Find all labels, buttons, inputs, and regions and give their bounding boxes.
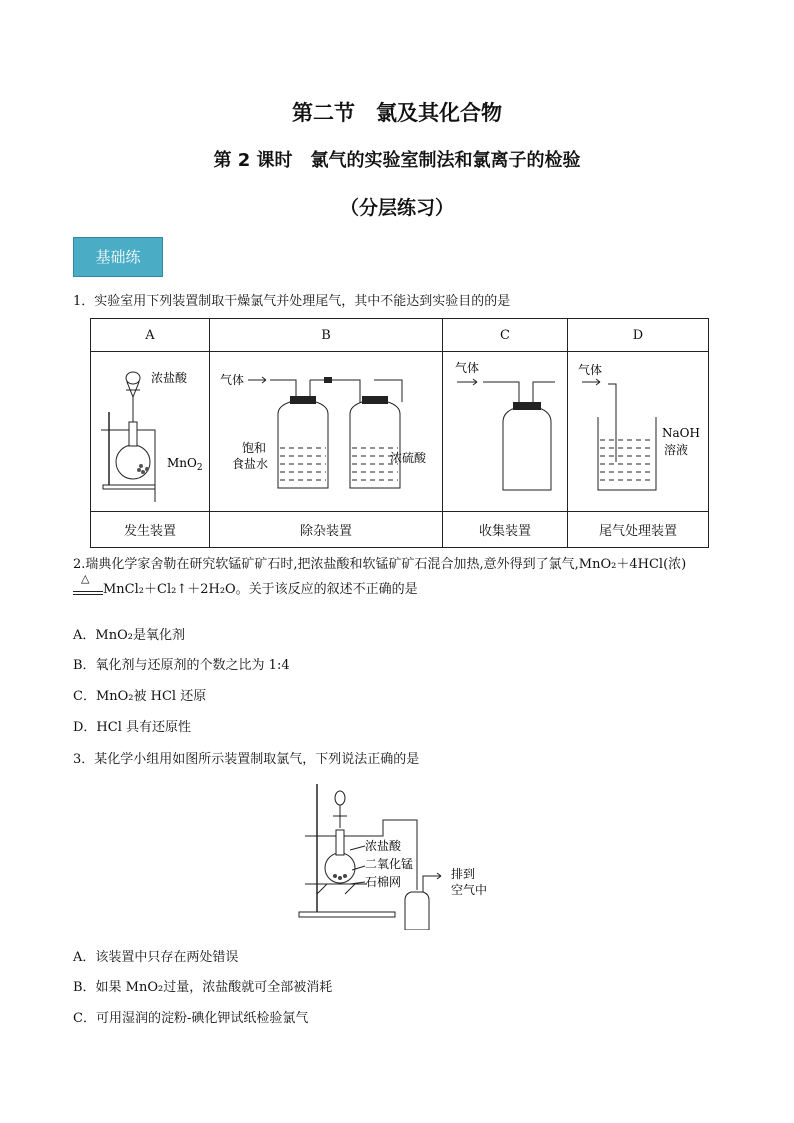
question-2-stem-line1: 2.瑞典化学家舍勒在研究软锰矿矿石时,把浓盐酸和软锰矿矿石混合加热,意外得到了氯气,MnO₂＋4HCl(浓) — [73, 557, 687, 572]
naoh-label-line2: 溶液 — [664, 443, 689, 457]
question-2-stem-line2: MnCl₂＋Cl₂↑＋2H₂O。关于该反应的叙述不正确的是 — [103, 582, 418, 597]
column-header-c: C — [443, 319, 568, 352]
caption-c: 收集装置 — [443, 512, 568, 548]
gas-inlet-label-c: 气体 — [455, 361, 480, 375]
saturated-label-line1: 饱和 — [242, 441, 267, 455]
q3-option-c: C．可用湿润的淀粉-碘化钾试纸检验氯气 — [73, 1011, 309, 1026]
saturated-label-line2: 食盐水 — [232, 457, 269, 471]
tail-gas-apparatus-figure — [568, 352, 708, 507]
generator-apparatus-figure — [91, 352, 209, 507]
purification-apparatus-figure — [210, 352, 442, 507]
mno2-label: MnO$_2$ — [167, 456, 203, 473]
column-header-b: B — [210, 319, 443, 352]
naoh-label-line1: NaOH — [662, 426, 700, 440]
figure-cell-c — [443, 352, 568, 512]
level-badge: 基础练 — [73, 237, 163, 277]
gas-inlet-label-b: 气体 — [220, 373, 245, 387]
gas-inlet-label-d: 气体 — [578, 363, 603, 377]
delta-symbol: △ — [81, 571, 90, 585]
apparatus-table — [90, 318, 709, 548]
collection-apparatus-figure — [443, 352, 567, 507]
q3-gauze-label: 石棉网 — [365, 875, 402, 889]
figure-cell-d — [568, 352, 709, 512]
q3-vent-label-line1: 排到 — [451, 867, 476, 881]
question-2-equation-line — [73, 571, 418, 600]
practice-label: （分层练习） — [339, 197, 454, 219]
column-header-d: D — [568, 319, 709, 352]
q3-conc-hcl-label: 浓盐酸 — [365, 839, 402, 853]
q2-option-c: C．MnO₂被 HCl 还原 — [73, 689, 207, 704]
figure-cell-a — [91, 352, 210, 512]
lesson-title: 第 2 课时 氯气的实验室制法和氯离子的检验 — [213, 150, 581, 171]
q2-option-a: A．MnO₂是氧化剂 — [73, 628, 185, 643]
question-1-stem: 1．实验室用下列装置制取干燥氯气并处理尾气，其中不能达到实验目的的是 — [73, 294, 511, 309]
q2-option-d: D．HCl 具有还原性 — [73, 720, 191, 735]
conc-hcl-label: 浓盐酸 — [151, 371, 188, 385]
q3-option-a: A．该装置中只存在两处错误 — [73, 950, 239, 965]
section-title: 第二节 氯及其化合物 — [292, 101, 502, 125]
chlorine-apparatus-figure — [295, 780, 505, 930]
column-header-a: A — [91, 319, 210, 352]
caption-d: 尾气处理装置 — [568, 512, 709, 548]
conc-h2so4-label: 浓硫酸 — [390, 451, 427, 465]
q3-vent-label-line2: 空气中 — [451, 883, 488, 897]
q3-option-b: B．如果 MnO₂过量，浓盐酸就可全部被消耗 — [73, 980, 333, 995]
q2-option-b: B．氧化剂与还原剂的个数之比为 1:4 — [73, 658, 290, 673]
figure-cell-b — [210, 352, 443, 512]
heat-condition-sign — [73, 571, 103, 600]
caption-b: 除杂装置 — [210, 512, 443, 548]
q3-mno2-label: 二氧化锰 — [365, 857, 414, 871]
question-3-stem: 3．某化学小组用如图所示装置制取氯气，下列说法正确的是 — [73, 752, 420, 767]
caption-a: 发生装置 — [91, 512, 210, 548]
